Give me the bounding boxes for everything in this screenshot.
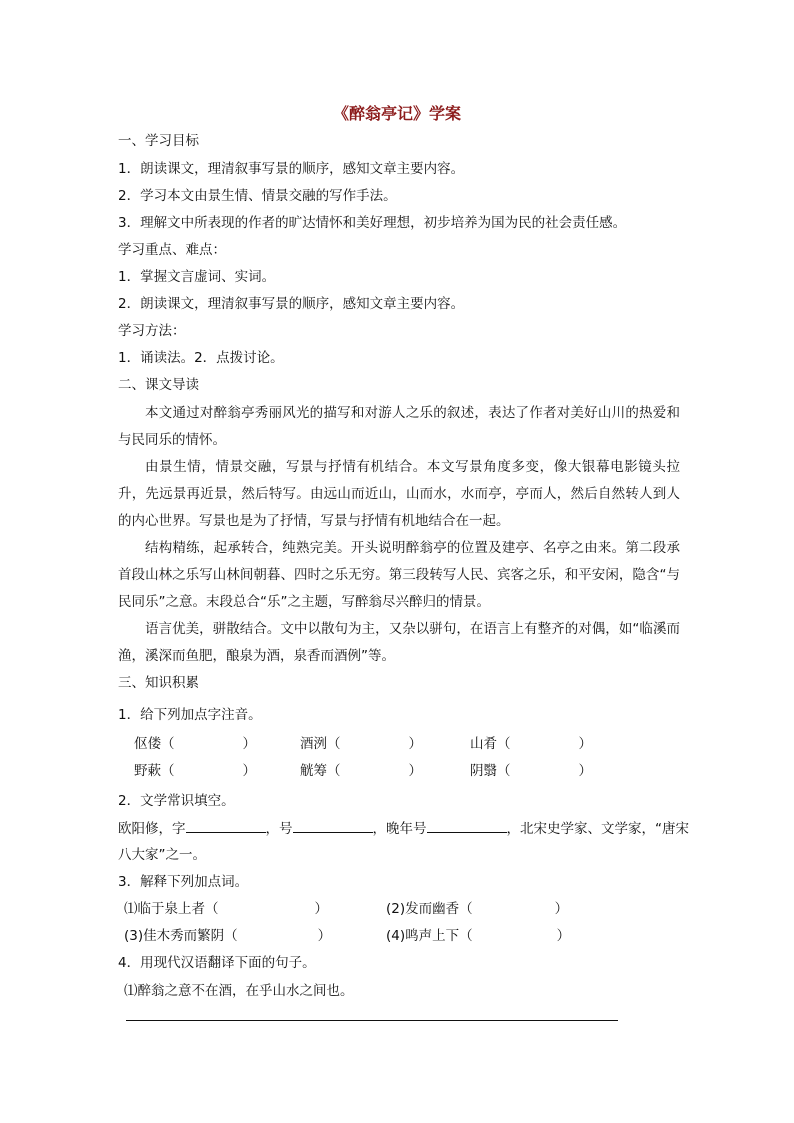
def-item: (3)佳木秀而繁阴（ ） — [124, 928, 332, 944]
goal-item: 2．学习本文由景生情、情景交融的写作手法。 — [118, 188, 397, 204]
goal-item: 3．理解文中所表现的作者的旷达情怀和美好理想，初步培养为国为民的社会责任感。 — [118, 215, 627, 231]
pron-item: 野蔌（ ） — [134, 763, 256, 779]
answer-blank[interactable] — [427, 818, 507, 833]
page-title: 《醉翁亭记》学案 — [332, 104, 461, 123]
guide-paragraph: 本文通过对醉翁亭秀丽风光的描写和对游人之乐的叙述，表达了作者对美好山川的热爱和与民同乐的情怀。 — [118, 405, 680, 448]
pron-item: 伛偻（ ） — [134, 736, 256, 752]
def-item: (2)发而幽香（ ） — [386, 901, 569, 917]
keypoint-item: 2．朗读课文，理清叙事写景的顺序，感知文章主要内容。 — [118, 296, 465, 312]
answer-line[interactable] — [126, 1020, 618, 1021]
pron-item: 阴翳（ ） — [470, 763, 592, 779]
pron-item: 山肴（ ） — [470, 736, 592, 752]
question-3: 3．解释下列加点词。 — [118, 874, 249, 890]
goal-item: 1．朗读课文，理清叙事写景的顺序，感知文章主要内容。 — [118, 161, 465, 177]
translate-sentence: ⑴醉翁之意不在酒，在乎山水之间也。 — [124, 983, 354, 999]
pron-item: 酒洌（ ） — [300, 736, 422, 752]
question-4: 4．用现代汉语翻译下面的句子。 — [118, 955, 316, 971]
section-heading-knowledge: 三、知识积累 — [118, 675, 199, 691]
question-2: 2．文学常识填空。 — [118, 793, 235, 809]
fill-line: 八大家”之一。 — [118, 847, 206, 863]
pron-item: 觥筹（ ） — [300, 763, 422, 779]
def-item: (4)鸣声上下（ ） — [386, 928, 571, 944]
section-heading-guide: 二、课文导读 — [118, 377, 199, 393]
fill-line: 欧阳修，字 ，号 ，晚年号 ，北宋史学家、文学家，“唐宋 — [118, 818, 689, 838]
answer-blank[interactable] — [186, 818, 266, 833]
guide-paragraph: 语言优美，骈散结合。文中以散句为主，又杂以骈句，在语言上有整齐的对偶，如“临溪而渔，溪深而鱼肥，酿泉为酒，泉香而酒例”等。 — [118, 621, 680, 664]
methods-text: 1．诵读法。2．点拨讨论。 — [118, 350, 284, 366]
keypoint-item: 1．掌握文言虚词、实词。 — [118, 269, 276, 285]
guide-paragraph: 结构精练，起承转合，纯熟完美。开头说明醉翁亭的位置及建亭、名亭之由来。第二段承首段山林之乐写山林间朝暮、四时之乐无穷。第三段转写人民、宾客之乐，和平安闲，隐含“与民同乐”之意。末段总合“乐”之主题，写醉翁尽兴醉归的情景。 — [118, 540, 680, 610]
guide-paragraph: 由景生情，情景交融，写景与抒情有机结合。本文写景角度多变，像大银幕电影镜头拉升，先远景再近景，然后特写。由远山而近山，山而水，水而亭，亭而人，然后自然转人到人的内心世界。写景也是为了抒情，写景与抒情有机地结合在一起。 — [118, 459, 680, 529]
section-heading-goals: 一、学习目标 — [118, 133, 199, 149]
def-item: ⑴临于泉上者（ ） — [124, 901, 328, 917]
answer-blank[interactable] — [293, 818, 373, 833]
question-1: 1．给下列加点字注音。 — [118, 707, 262, 723]
methods-heading: 学习方法： — [118, 323, 186, 339]
keypoints-heading: 学习重点、难点： — [118, 242, 226, 258]
